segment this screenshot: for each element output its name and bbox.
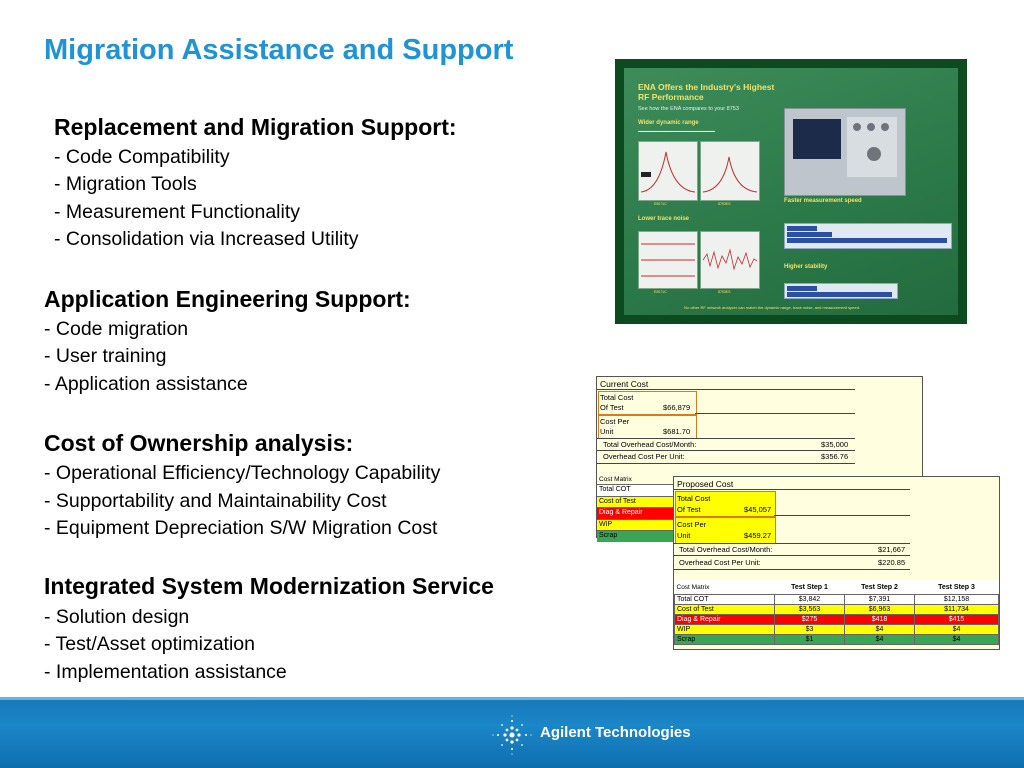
footer-accent-line [0,697,1024,700]
table-cell: $11,734 [915,605,999,615]
divider [674,569,910,570]
bullet-item: - Solution design [44,606,190,628]
analyzer-panel [847,117,897,177]
knob-icon [853,123,861,131]
poster-scope-plot [638,141,698,201]
cost-matrix-label: Cost Matrix [599,476,632,483]
row-label: WIP [675,625,775,635]
trace-plot [701,232,759,288]
section-heading-application: Application Engineering Support: [44,286,411,312]
poster-subhead: See how the ENA compares to your 8753 [638,106,739,112]
column-header: Test Step 3 [915,580,999,595]
table-cell: $4 [915,625,999,635]
table-cell: $4 [845,625,915,635]
total-cost-value: $45,057 [744,505,772,514]
speed-bar [787,232,832,237]
bullet-item: - Consolidation via Increased Utility [54,228,359,250]
poster-scope-plot [700,141,760,201]
poster-headline [638,82,774,102]
table-cell: $7,391 [845,595,915,605]
overhead-month-value: $21,667 [878,545,906,554]
poster-headline-line: ENA Offers the Industry's Highest [638,82,775,92]
overhead-month-value: $35,000 [821,440,849,449]
matrix-row-label: Scrap [597,530,677,542]
cost-per-value: $681.70 [663,427,691,436]
table-cell: $3 [775,625,845,635]
poster-scope-plot [700,231,760,289]
poster-section-wider: Wider dynamic range [638,120,699,126]
overhead-month-label: Total Overhead Cost/Month: [603,440,697,449]
divider [674,543,910,544]
cost-matrix-table [674,580,999,645]
cost-per-label: Unit [677,531,691,540]
row-label: Cost of Test [675,605,775,615]
total-cost-label: Total Cost [677,494,711,503]
company-logo-text: Agilent Technologies [540,724,691,741]
table-cell: $1 [775,635,845,645]
cost-per-label: Cost Per [677,520,707,529]
trace-plot [639,142,697,200]
ena-poster-image [615,59,967,324]
bullet-item: - Operational Efficiency/Technology Capability [44,462,441,484]
table-cell: $275 [775,615,845,625]
cost-matrix-label: Cost Matrix [675,580,775,595]
table-cell: $12,158 [915,595,999,605]
overhead-unit-label: Overhead Cost Per Unit: [603,452,685,461]
total-cost-label: Of Test [677,505,701,514]
knob-icon [867,123,875,131]
overhead-unit-value: $220.85 [878,558,906,567]
table-cell: $4 [915,635,999,645]
stability-bar [787,292,892,297]
bullet-item: - Implementation assistance [44,661,287,683]
bullet-item: - Supportability and Maintainability Cost [44,490,387,512]
cost-per-label: Unit [600,427,614,436]
poster-headline-line: RF Performance [638,92,704,102]
divider [774,515,910,516]
current-cost-matrix-rows [597,484,677,542]
stability-bar-panel [784,283,898,299]
page-title: Migration Assistance and Support [44,34,514,66]
bullet-item: - Code migration [44,318,189,340]
overhead-month-label: Total Overhead Cost/Month: [679,545,773,554]
table-cell: $6,963 [845,605,915,615]
divider [674,489,910,490]
poster-label: 8753ES [718,290,731,294]
table-cell: $418 [845,615,915,625]
divider [597,450,855,451]
divider [597,389,855,390]
row-label: Scrap [675,635,775,645]
matrix-row-label: Cost of Test [597,496,677,508]
knob-icon [881,123,889,131]
sheet-title: Proposed Cost [677,479,734,489]
divider [674,555,910,556]
matrix-row-label: Total COT [597,484,677,496]
bullet-item: - Equipment Depreciation S/W Migration Cost [44,517,438,539]
divider [695,413,855,414]
bullet-item: - Measurement Functionality [54,201,301,223]
table-row [675,605,999,615]
total-cost-value: $66,879 [663,403,691,412]
bullet-item: - Test/Asset optimization [44,633,255,655]
table-cell: $415 [915,615,999,625]
total-cost-label: Total Cost [600,393,634,402]
overhead-unit-value: $356.76 [821,452,849,461]
total-cost-label: Of Test [600,403,624,412]
table-row [675,595,999,605]
speed-bar [787,238,947,243]
poster-footer: No other RF network analyzer can match the dynamic range, trace noise, and measurement speed. [684,305,861,310]
cost-per-value: $459.27 [744,531,772,540]
poster-section-higher: Higher stability [784,264,828,270]
poster-label: E5071C [654,290,667,294]
poster-section-faster: Faster measurement speed [784,198,862,204]
speed-bar-panel [784,223,952,249]
cost-per-label: Cost Per [600,417,630,426]
bullet-item: - User training [44,345,167,367]
agilent-spark-logo-icon [490,713,534,757]
table-cell: $3,842 [775,595,845,605]
divider [597,463,855,464]
network-analyzer-image [784,108,906,196]
section-heading-cost: Cost of Ownership analysis: [44,430,354,456]
knob-icon [867,147,881,161]
column-header: Test Step 1 [775,580,845,595]
analyzer-screen [793,119,841,159]
poster-label: E5071C [654,202,667,206]
table-cell: $3,563 [775,605,845,615]
poster-section-lower: Lower trace noise [638,216,690,222]
column-header: Test Step 2 [845,580,915,595]
table-header-row [675,580,999,595]
overhead-unit-label: Overhead Cost Per Unit: [679,558,761,567]
bullet-item: - Migration Tools [54,173,197,195]
speed-bar [787,226,817,231]
divider [597,438,855,439]
bullet-item: - Code Compatibility [54,146,230,168]
poster-scope-plot [638,231,698,289]
matrix-row-label: Diag & Repair [597,507,677,519]
row-label: Diag & Repair [675,615,775,625]
sheet-title: Current Cost [600,379,649,389]
table-row [675,615,999,625]
bullet-item: - Application assistance [44,373,248,395]
row-label: Total COT [675,595,775,605]
section-heading-replacement: Replacement and Migration Support: [54,114,457,140]
proposed-cost-sheet [673,476,1000,650]
table-row [675,635,999,645]
trace-plot [701,142,759,200]
section-heading-integrated: Integrated System Modernization Service [44,573,494,599]
poster-text: ▬▬▬▬▬▬▬▬▬▬▬▬▬▬▬▬▬▬▬▬▬▬ [638,129,715,133]
stability-bar [787,286,817,291]
trace-plot [639,232,697,288]
table-row [675,625,999,635]
table-cell: $4 [845,635,915,645]
matrix-row-label: WIP [597,519,677,531]
poster-label: 8753ES [718,202,731,206]
